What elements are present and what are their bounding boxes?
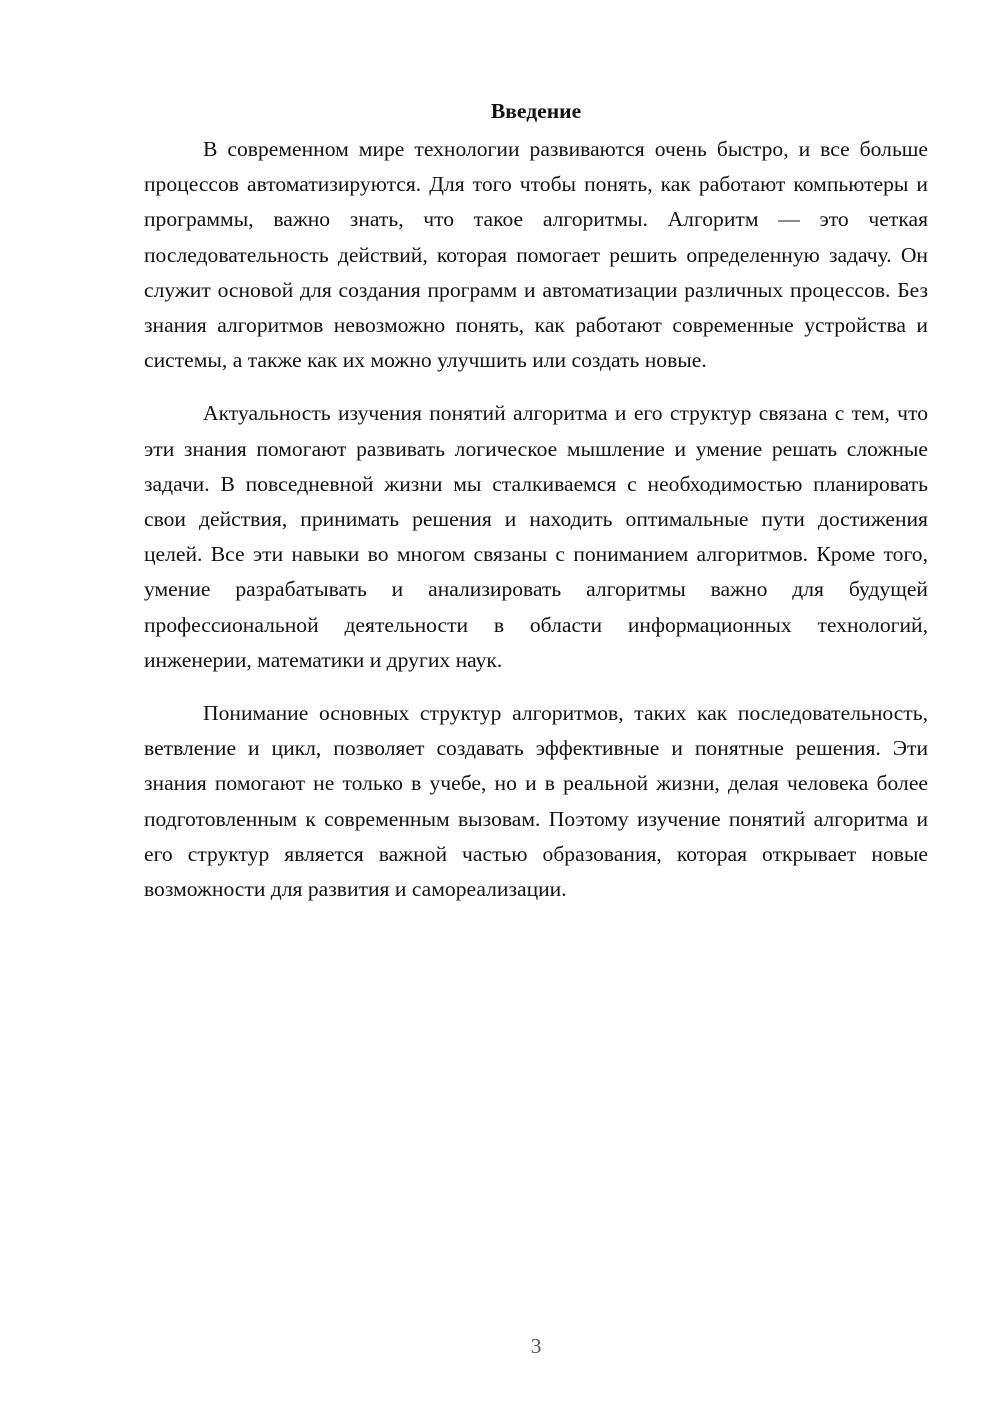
paragraph-2: Актуальность изучения понятий алгоритма и его структур связана с тем, что эти знания помогают развивать логическое мышление и умение решать сложные задачи. В повседневной жизни мы сталкиваемся с необходимостью планировать свои действия, принимать решения и находить оптимальные пути достижения целей. Все эти навыки во многом связаны с пониманием алгоритмов. Кроме того, умение разрабатывать и анализировать алгоритмы важно для будущей профессиональной деятельности в области информационных технологий, инженерии, математики и других наук. [144, 401, 928, 672]
section-title: Введение [490, 99, 582, 123]
page-content [144, 96, 928, 925]
paragraph-1: В современном мире технологии развиваются очень быстро, и все больше процессов автоматизируются. Для того чтобы понять, как работают компьютеры и программы, важно знать, что такое алгоритмы. Алгоритм — это четкая последовательность действий, которая помогает решить определенную задачу. Он служит основой для создания программ и автоматизации различных процессов. Без знания алгоритмов невозможно понять, как работают современные устройства и системы, а также как их можно улучшить или создать новые. [144, 137, 928, 373]
paragraph-3: Понимание основных структур алгоритмов, таких как последовательность, ветвление и цикл, позволяет создавать эффективные и понятные решения. Эти знания помогают не только в учебе, но и в реальной жизни, делая человека более подготовленным к современным вызовам. Поэтому изучение понятий алгоритма и его структур является важной частью образования, которая открывает новые возможности для развития и самореализации. [144, 701, 928, 902]
page-number: 3 [530, 1334, 542, 1358]
